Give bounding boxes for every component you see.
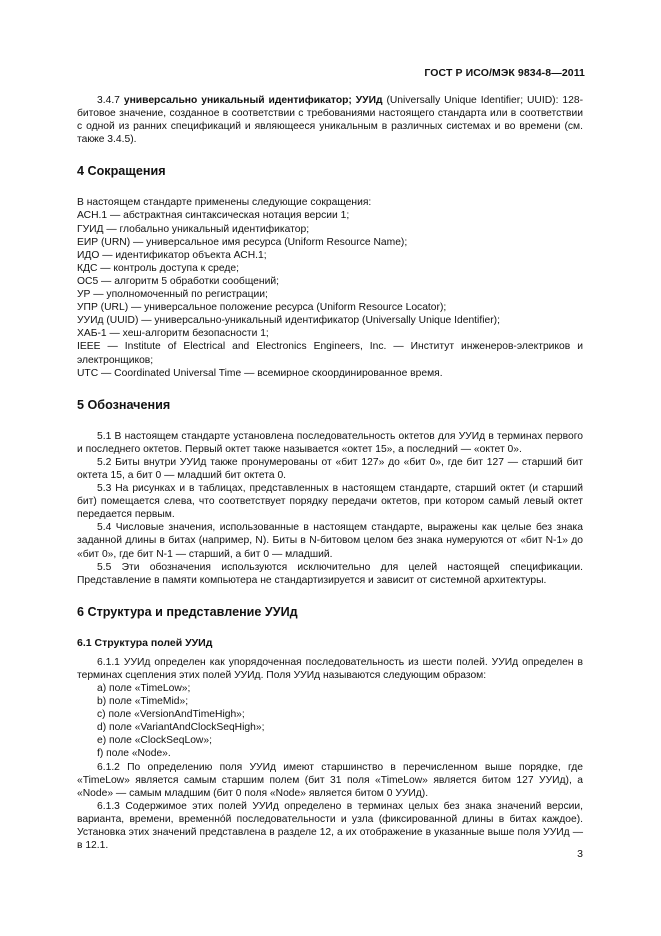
document-header: ГОСТ Р ИСО/МЭК 9834-8—2011 (424, 67, 585, 79)
definition-text: (Universally Unique Identifier; UUID): 128-битовое значение, созданное в соответствии с требованиями настоящего стандарта или в соответствии с одной из ранних спецификаций и являющееся уникальным в различных системах и во времени (см. также 3.4.5). (77, 95, 583, 146)
list-item: e) поле «ClockSeqLow»; (97, 735, 212, 747)
list-item: d) поле «VariantAndClockSeqHigh»; (97, 722, 265, 734)
section-4-title: 4 Сокращения (77, 164, 166, 179)
list-item: ХАБ-1 — хеш-алгоритм безопасности 1; (77, 328, 269, 340)
list-item: ГУИД — глобально уникальный идентификатор; (77, 223, 310, 235)
list-item: UTC — Coordinated Universal Time — всемирное скоординированное время. (77, 367, 443, 379)
paragraph-5-3: 5.3 На рисунках и в таблицах, представленных в настоящем стандарте, старший октет (и старший бит) помещается слева, что соответствует порядку передачи октетов, при котором самый левый октет передается первым. (77, 483, 583, 521)
list-item: ЕИР (URN) — универсальное имя ресурса (Uniform Resource Name); (77, 236, 408, 248)
page-number: 3 (577, 848, 583, 860)
paragraph-6-1-1: 6.1.1 УУИд определен как упорядоченная последовательность из шести полей. УУИд определен в терминах сцепления этих полей УУИд. Поля УУИд называются следующим образом: (77, 656, 583, 681)
section-5-title: 5 Обозначения (77, 397, 171, 412)
paragraph-6-1-3: 6.1.3 Содержимое этих полей УУИд определено в терминах целых без знака значений версии, варианта, времени, временнóй последовательности и узла (фиксированной длины в битах каждое). Установка этих значений представлена в разделе 12, а их отображение в указанные выше поля УУИд — в 12.1. (77, 800, 583, 852)
list-item: УПР (URL) — универсальное положение ресурса (Uniform Resource Locator); (77, 302, 447, 314)
paragraph-5-5: 5.5 Эти обозначения используются исключительно для целей настоящей спецификации. Представление в памяти компьютера не стандартизируется и зависит от системной архитектуры. (77, 561, 583, 586)
paragraph-5-4: 5.4 Числовые значения, использованные в настоящем стандарте, выражены как целые без знака заданной длины в битах (например, N). Биты в N-битовом целом без знака нумеруются от «бит N-1» до «бит 0», где бит N-1 — старший, а бит 0 — младший. (77, 522, 583, 560)
list-item: f) поле «Node». (97, 748, 171, 760)
list-item: КДС — контроль доступа к среде; (77, 262, 239, 274)
abbreviations-intro: В настоящем стандарте применены следующие сокращения: (77, 197, 372, 209)
list-item: a) поле «TimeLow»; (97, 683, 191, 694)
list-item: ОС5 — алгоритм 5 обработки сообщений; (77, 275, 279, 287)
paragraph-5-2: 5.2 Биты внутри УУИд также пронумерованы от «бит 127» до «бит 0», где бит 127 — старший бит октета 15, а бит 0 — младший бит октета 0. (77, 456, 583, 481)
definition-number: 3.4.7 (97, 95, 120, 106)
abbreviations-list (77, 196, 583, 379)
fields-list (77, 682, 583, 761)
definition-3-4-7 (77, 94, 583, 146)
paragraph-5-1: 5.1 В настоящем стандарте установлена последовательность октетов для УУИд в терминах первого и последнего октетов. Первый октет также называется «октет 15», а последний — «октет 0». (77, 430, 583, 455)
definition-term: универсально уникальный идентификатор; УУИд (123, 95, 383, 106)
list-item: АСН.1 — абстрактная синтаксическая нотация версии 1; (77, 210, 350, 222)
list-item: УР — уполномоченный по регистрации; (77, 289, 268, 301)
list-item: IEEE — Institute of Electrical and Electronics Engineers, Inc. — Институт инженеров-электриков и электронщиков; (77, 341, 583, 366)
document-body (77, 94, 583, 852)
paragraph-6-1-2: 6.1.2 По определению поля УУИд имеют старшинство в перечисленном выше порядке, где «TimeLow» является самым старшим полем (бит 31 поля «TimeLow» является битом 127 УУИд), а «Node» — самым младшим (бит 0 поля «Node» является битом 0 УУИд). (77, 761, 583, 799)
list-item: ИДО — идентификатор объекта АСН.1; (77, 249, 267, 261)
list-item: УУИд (UUID) — универсально-уникальный идентификатор (Universally Unique Identifier); (77, 315, 500, 327)
section-6-title: 6 Структура и представление УУИд (77, 604, 298, 619)
list-item: b) поле «TimeMid»; (97, 696, 189, 708)
subsection-6-1-title: 6.1 Структура полей УУИд (77, 636, 213, 649)
list-item: c) поле «VersionAndTimeHigh»; (97, 709, 245, 721)
